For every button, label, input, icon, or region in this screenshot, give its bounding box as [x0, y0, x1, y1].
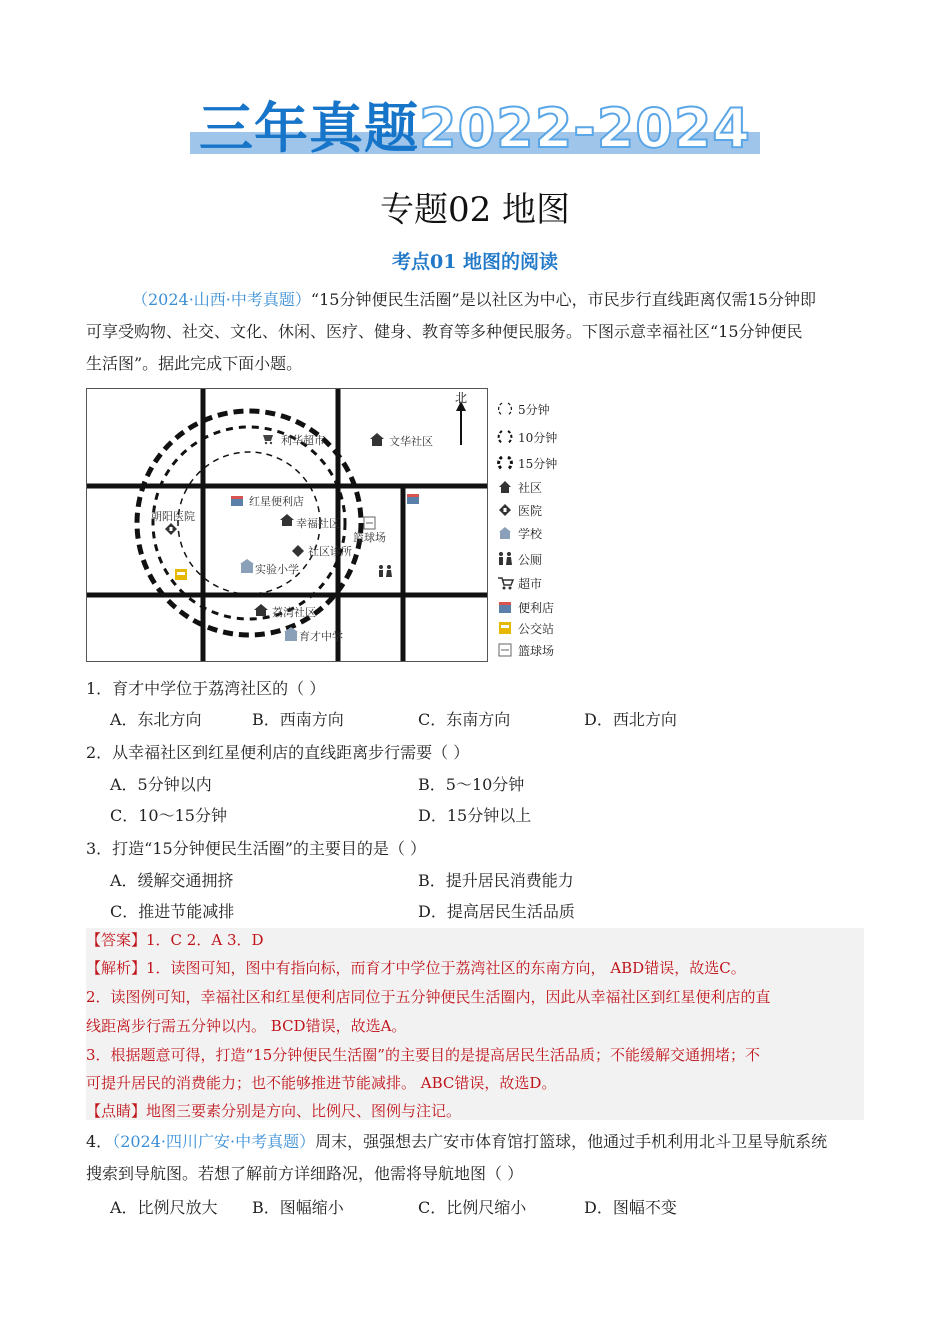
question-4-source: （2024·四川广安·中考真题）	[112, 1132, 316, 1151]
legend-label: 社区	[518, 480, 543, 495]
community-icon	[496, 479, 514, 495]
community-icon-xingfu	[280, 514, 294, 526]
legend-label: 便利店	[518, 600, 555, 615]
answer-text: 1．C 2．A 3．D	[146, 931, 264, 949]
q2-option-a[interactable]: A．5分钟以内	[110, 775, 212, 794]
analysis-line-1	[86, 954, 864, 982]
bus-stop-icon	[496, 620, 514, 636]
answer-label: 【答案】	[86, 931, 147, 949]
convenience-store-icon-2	[407, 494, 419, 504]
legend-label: 5分钟	[518, 402, 550, 417]
school-icon-yucai	[284, 627, 298, 641]
hospital-icon-zhensuo	[292, 545, 304, 557]
q3-option-c[interactable]: C．推进节能减排	[110, 902, 235, 921]
label-liwan: 荔湾社区	[272, 606, 316, 619]
q2-option-d[interactable]: D．15分钟以上	[418, 806, 532, 825]
question-4-text-1: 周末，强强想去广安市体育馆打篮球，他通过手机利用北斗卫星导航系统	[315, 1132, 828, 1151]
bus-stop-icon	[175, 569, 187, 580]
question-2-stem: 2．从幸福社区到红星便利店的直线距离步行需要（ ）	[86, 743, 470, 762]
north-label: 北	[454, 391, 468, 405]
analysis-text-1: 1．读图可知，图中有指向标，而育才中学位于荔湾社区的东南方向， ABD错误，故选C。	[146, 959, 746, 977]
legend-item	[496, 641, 554, 659]
label-wenhua: 文华社区	[389, 435, 433, 448]
legend-item	[496, 574, 542, 592]
section-heading: 考点01 地图的阅读	[391, 251, 559, 273]
q1-option-a[interactable]: A．东北方向	[110, 710, 202, 729]
question-4-line-1	[86, 1126, 866, 1158]
legend-label: 公交站	[518, 621, 555, 636]
legend-label: 篮球场	[518, 643, 555, 658]
ring-15min-icon	[496, 455, 514, 471]
legend-item	[496, 400, 550, 418]
convenience-store-icon	[231, 496, 243, 506]
intro-line-3: 生活图”。据此完成下面小题。	[86, 354, 303, 373]
legend-item	[496, 428, 557, 446]
toilet-icon	[379, 565, 392, 577]
q4-option-b[interactable]: B．图幅缩小	[252, 1198, 344, 1217]
label-lihua: 利华超市	[281, 434, 325, 447]
q1-option-b[interactable]: B．西南方向	[252, 710, 344, 729]
legend-label: 15分钟	[518, 456, 558, 471]
label-zhensuo: 社区诊所	[308, 545, 352, 558]
basketball-court-icon	[364, 517, 375, 529]
label-lanqiu: 篮球场	[353, 531, 386, 544]
q1-option-d[interactable]: D．西北方向	[584, 710, 677, 729]
label-xingfu: 幸福社区	[296, 517, 340, 530]
legend-item	[496, 478, 542, 496]
tip-text: 地图三要素分别是方向、比例尺、图例与注记。	[146, 1102, 462, 1120]
community-icon	[370, 433, 384, 446]
legend-label: 超市	[518, 576, 543, 591]
legend-label: 学校	[518, 526, 543, 541]
page-title: 专题02 地图	[379, 190, 571, 230]
convenience-store-icon	[496, 599, 514, 615]
supermarket-icon	[263, 435, 273, 444]
toilet-icon	[496, 551, 514, 567]
community-icon-liwan	[254, 604, 268, 616]
hospital-icon	[165, 523, 177, 535]
analysis-label: 【解析】	[86, 959, 147, 977]
legend-item	[496, 524, 542, 542]
intro-text-1: “15分钟便民生活圈”是以社区为中心，市民步行直线距离仅需15分钟即	[310, 290, 816, 309]
school-icon	[240, 559, 254, 573]
analysis-line-2a: 2．读图例可知，幸福社区和红星便利店同位于五分钟便民生活圈内，因此从幸福社区到红星便利店的直	[86, 988, 771, 1006]
q3-option-a[interactable]: A．缓解交通拥挤	[110, 871, 234, 890]
q2-option-c[interactable]: C．10～15分钟	[110, 806, 227, 825]
q3-option-b[interactable]: B．提升居民消费能力	[418, 871, 574, 890]
analysis-line-3b: 可提升居民的消费能力；也不能够推进节能减排。 ABC错误，故选D。	[86, 1074, 557, 1092]
map-svg	[87, 389, 487, 661]
label-hongxing: 红星便利店	[249, 495, 304, 508]
q1-option-c[interactable]: C．东南方向	[418, 710, 511, 729]
tip-label: 【点睛】	[86, 1102, 147, 1120]
legend-item	[496, 501, 542, 519]
q3-option-d[interactable]: D．提高居民生活品质	[418, 902, 575, 921]
legend-item	[496, 619, 554, 637]
hospital-icon	[496, 502, 514, 518]
legend-label: 公厕	[518, 552, 543, 567]
community-map	[86, 388, 488, 662]
legend-label: 医院	[518, 503, 543, 518]
basketball-court-icon	[496, 642, 514, 658]
answer-line	[86, 926, 864, 954]
school-icon	[496, 525, 514, 541]
label-shiyan: 实验小学	[255, 563, 299, 576]
banner-cn: 三年真题	[199, 97, 419, 160]
tip-line	[86, 1097, 864, 1125]
question-source: （2024·山西·中考真题）	[132, 290, 311, 309]
question-1-stem: 1．育才中学位于荔湾社区的（ ）	[86, 679, 326, 698]
label-chaoyang: 朝阳医院	[151, 510, 195, 523]
analysis-line-3a: 3．根据题意可得，打造“15分钟便民生活圈”的主要目的是提高居民生活品质；不能缓解交通拥堵；不	[86, 1046, 760, 1064]
q4-option-d[interactable]: D．图幅不变	[584, 1198, 677, 1217]
q4-option-c[interactable]: C．比例尺缩小	[418, 1198, 527, 1217]
intro-line-2: 可享受购物、社交、文化、休闲、医疗、健身、教育等多种便民服务。下图示意幸福社区“15分钟便民	[86, 322, 803, 341]
q2-option-b[interactable]: B．5～10分钟	[418, 775, 525, 794]
title-banner	[190, 92, 760, 160]
question-4-line-2: 搜索到导航图。若想了解前方详细路况，他需将导航地图（ ）	[86, 1164, 524, 1183]
legend-item	[496, 598, 554, 616]
ring-5min-icon	[496, 401, 514, 417]
q4-option-a[interactable]: A．比例尺放大	[110, 1198, 218, 1217]
ring-10min-icon	[496, 429, 514, 445]
question-3-stem: 3．打造“15分钟便民生活圈”的主要目的是（ ）	[86, 839, 426, 858]
analysis-line-2b: 线距离步行需五分钟以内。 BCD错误，故选A。	[86, 1017, 407, 1035]
legend-label: 10分钟	[518, 430, 558, 445]
banner-text	[190, 86, 760, 163]
intro-line-1	[86, 284, 866, 316]
legend-item	[496, 550, 542, 568]
banner-years: 2022-2024	[419, 97, 751, 160]
label-yucai: 育才中学	[299, 630, 343, 643]
legend-item	[496, 454, 557, 472]
supermarket-icon	[496, 575, 514, 591]
question-4-number: 4．	[86, 1132, 113, 1151]
